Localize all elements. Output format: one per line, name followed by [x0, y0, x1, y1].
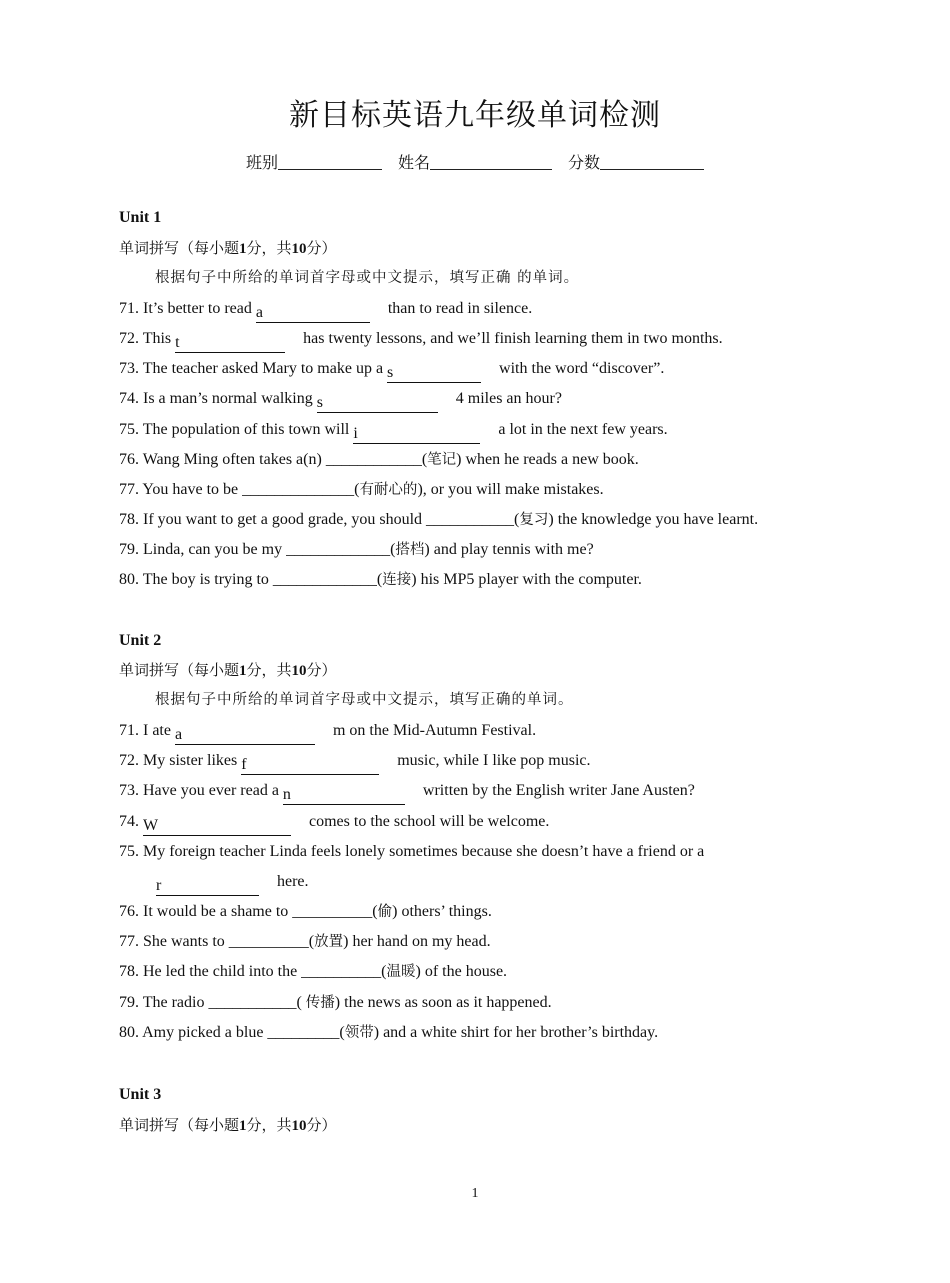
unit1-section-title: 单词拼写（每小题1分，共10分） [119, 239, 337, 257]
question-item: 75. My foreign teacher Linda feels lonely sometimes because she doesn’t have a friend or a [119, 843, 705, 860]
chinese-hint: 复习 [519, 512, 549, 528]
question-item-continued: r here. [156, 873, 309, 894]
chinese-hint: 温暖 [386, 964, 416, 980]
name-blank [430, 153, 552, 170]
question-item: 78. If you want to get a good grade, you should ___________(复习) the knowledge you have learnt. [119, 511, 759, 528]
unit3-heading: Unit 3 [119, 1086, 162, 1103]
question-item: 78. He led the child into the __________(温暖) of the house. [119, 963, 508, 980]
unit2-section-title: 单词拼写（每小题1分，共10分） [119, 661, 337, 679]
question-item: 72. This t has twenty lessons, and we’ll finish learning them in two months. [119, 330, 723, 351]
unit2-heading: Unit 2 [119, 632, 162, 649]
unit1-instruction: 根据句子中所给的单词首字母或中文提示，填写正确 的单词。 [155, 270, 580, 286]
question-item: 80. The boy is trying to _____________(连接) his MP5 player with the computer. [119, 571, 642, 588]
chinese-hint: 连接 [382, 572, 412, 588]
answer-blank[interactable]: n [283, 785, 405, 805]
question-item: 73. The teacher asked Mary to make up a s with the word “discover”. [119, 360, 665, 381]
answer-blank[interactable]: s [317, 393, 438, 413]
question-item: 76. Wang Ming often takes a(n) ____________(笔记) when he reads a new book. [119, 451, 639, 468]
student-info-line [0, 150, 950, 173]
chinese-hint: 有耐心的 [359, 482, 418, 498]
chinese-hint: 放置 [314, 934, 344, 950]
chinese-hint: 传播 [305, 995, 335, 1011]
unit1-heading: Unit 1 [119, 209, 162, 226]
answer-blank[interactable]: W [143, 816, 291, 836]
answer-blank[interactable]: r [156, 876, 259, 896]
class-blank [278, 153, 382, 170]
question-item: 76. It would be a shame to __________(偷) others’ things. [119, 903, 492, 920]
unit3-section-title: 单词拼写（每小题1分，共10分） [119, 1116, 337, 1134]
question-item: 77. She wants to __________(放置) her hand on my head. [119, 933, 491, 950]
question-item: 80. Amy picked a blue _________(领带) and a white shirt for her brother’s birthday. [119, 1024, 659, 1041]
class-label: 班别 [245, 153, 278, 172]
question-item: 72. My sister likes f music, while I like pop music. [119, 752, 591, 773]
question-item: 75. The population of this town will i a lot in the next few years. [119, 421, 668, 442]
score-blank [600, 153, 704, 170]
answer-blank[interactable]: a [175, 725, 315, 745]
question-item: 77. You have to be ______________(有耐心的), or you will make mistakes. [119, 481, 604, 498]
chinese-hint: 偷 [377, 904, 393, 920]
answer-blank[interactable]: t [175, 333, 285, 353]
unit2-instruction: 根据句子中所给的单词首字母或中文提示，填写正确的单词。 [155, 692, 574, 708]
name-label: 姓名 [397, 153, 430, 172]
question-item: 79. The radio ___________( 传播) the news as soon as it happened. [119, 994, 552, 1011]
question-item: 74. W comes to the school will be welcome. [119, 813, 550, 834]
chinese-hint: 笔记 [427, 452, 457, 468]
answer-blank[interactable]: f [241, 755, 379, 775]
answer-blank[interactable]: i [353, 424, 480, 444]
answer-blank[interactable]: a [256, 303, 370, 323]
score-label: 分数 [568, 153, 601, 172]
question-item: 73. Have you ever read a n written by the English writer Jane Austen? [119, 782, 695, 803]
answer-blank[interactable]: s [387, 363, 481, 383]
question-item: 71. It’s better to read a than to read in silence. [119, 300, 533, 321]
page-number: 1 [471, 1186, 479, 1201]
question-item: 79. Linda, can you be my _____________(搭档) and play tennis with me? [119, 541, 594, 558]
page-title: 新目标英语九年级单词检测 [289, 98, 661, 133]
question-item: 74. Is a man’s normal walking s 4 miles an hour? [119, 390, 562, 411]
question-item: 71. I ate a m on the Mid-Autumn Festival. [119, 722, 537, 743]
chinese-hint: 搭档 [395, 542, 425, 558]
chinese-hint: 领带 [344, 1025, 374, 1041]
